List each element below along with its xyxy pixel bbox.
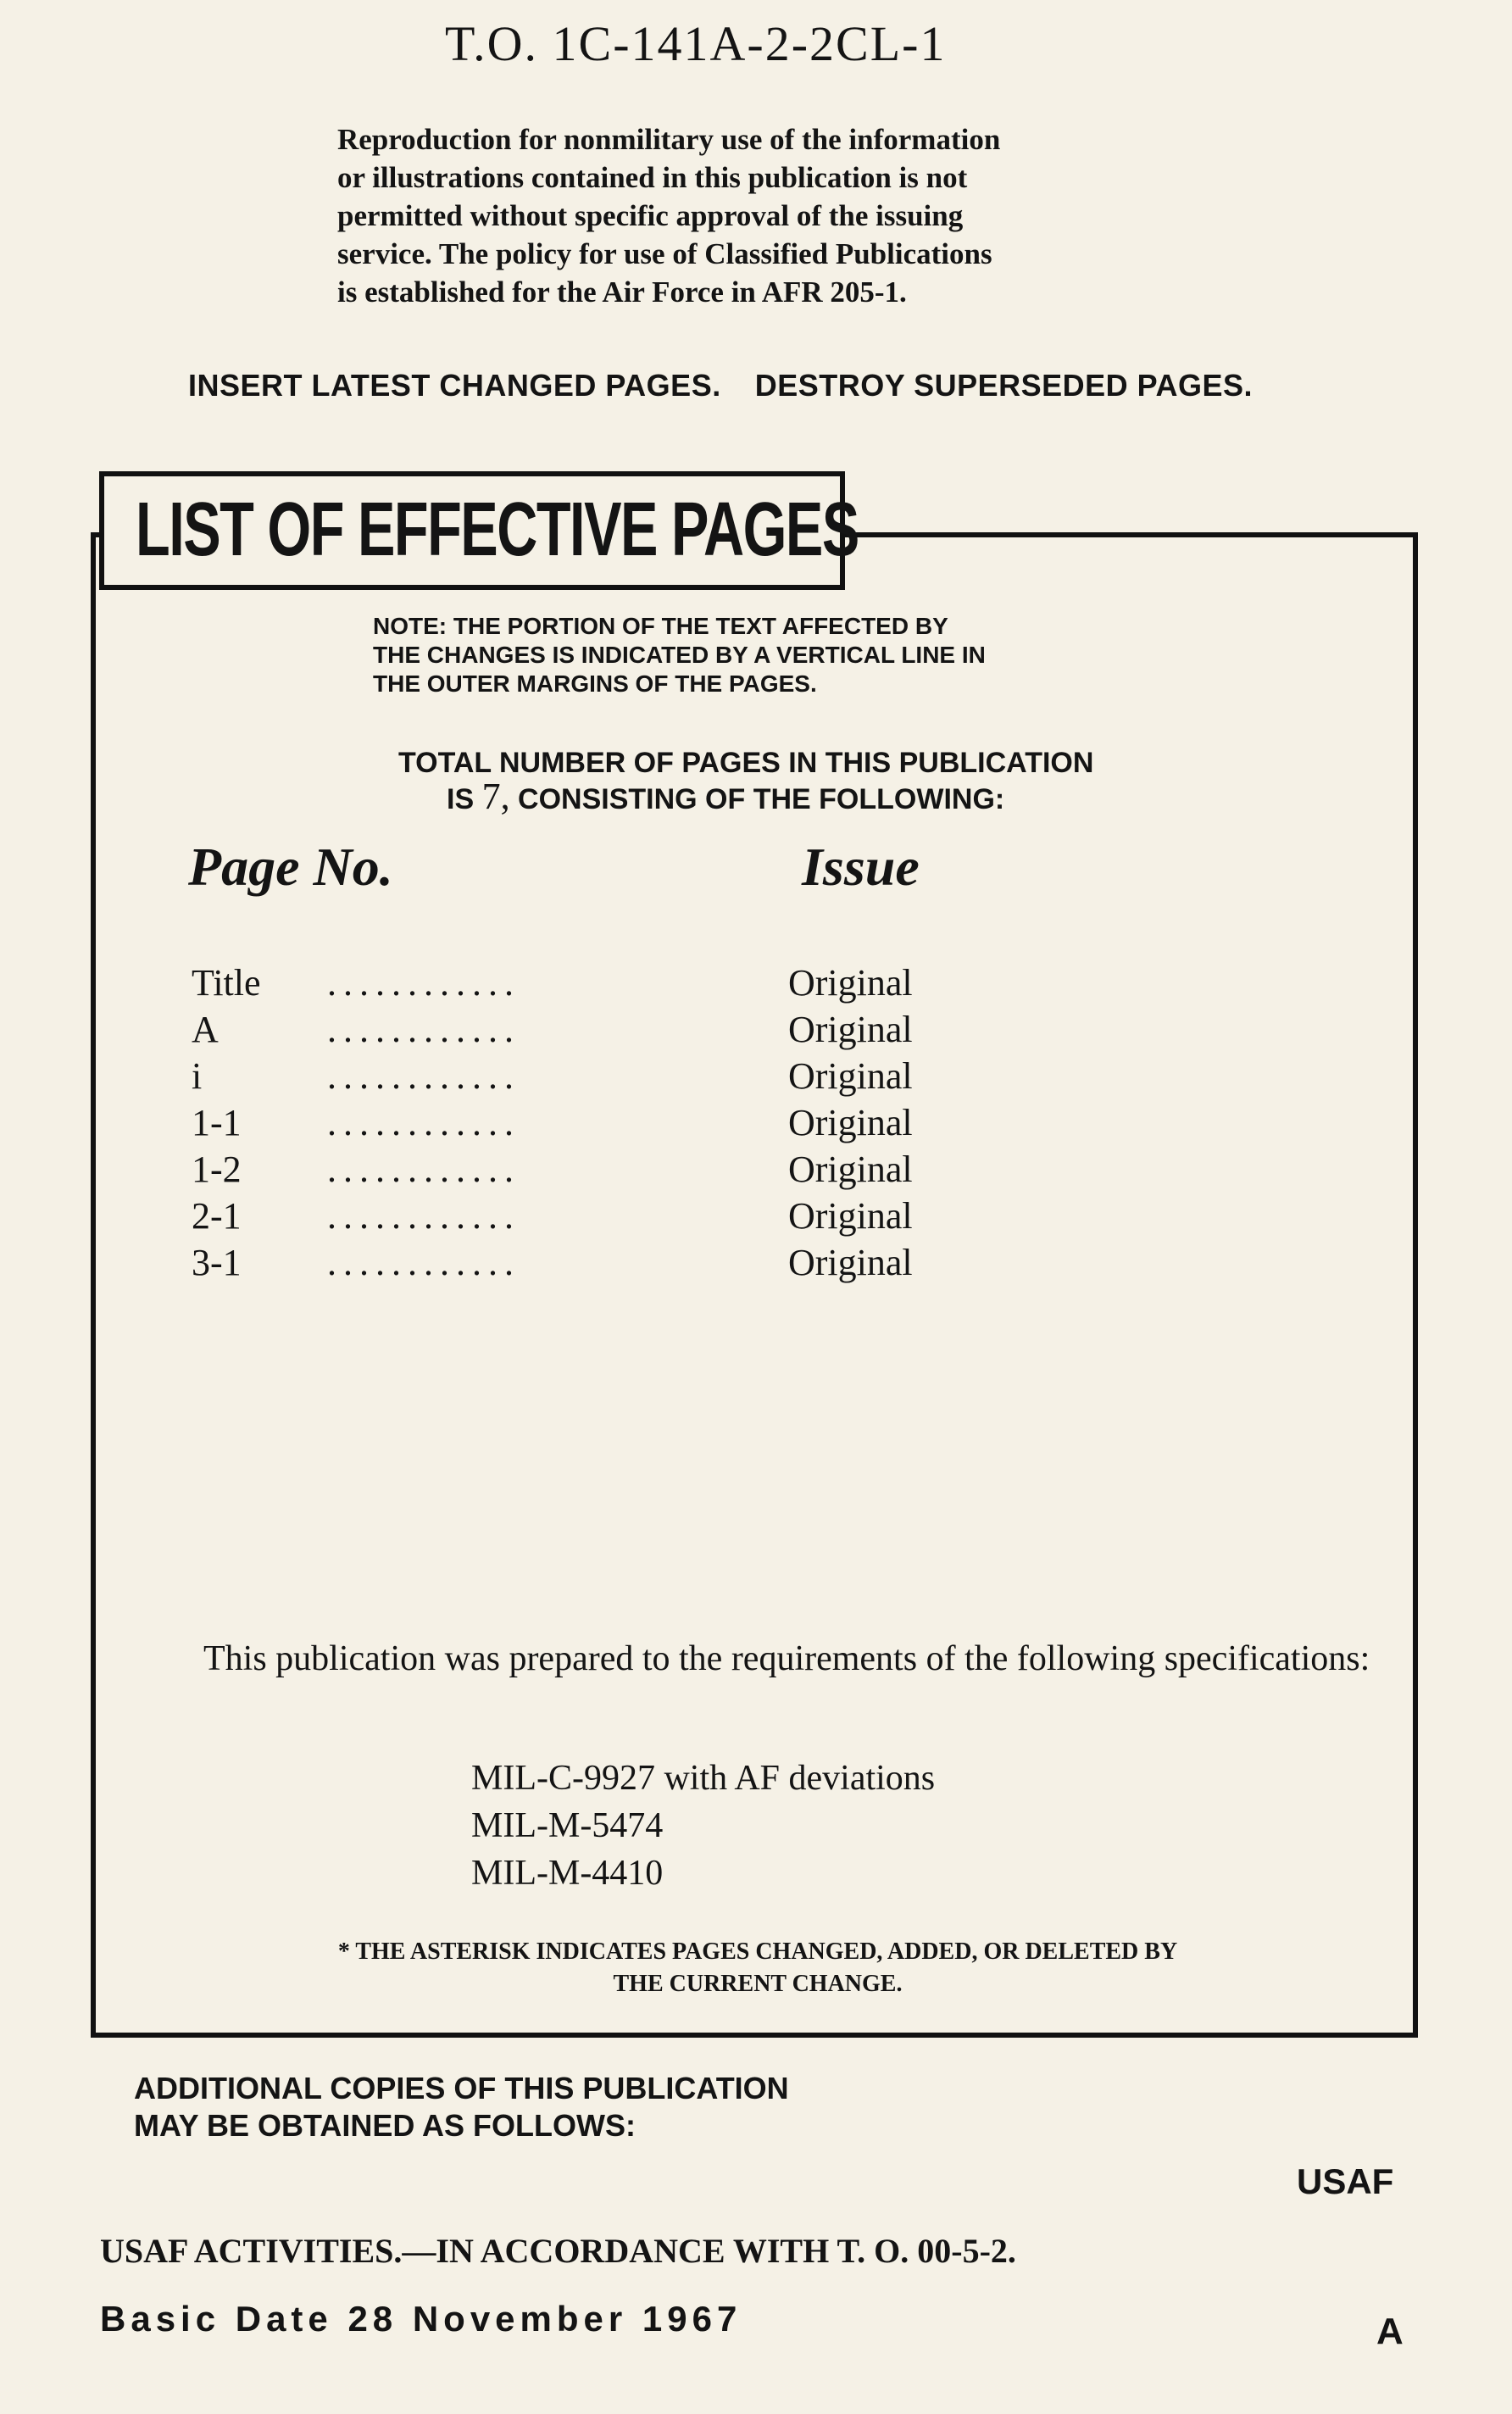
page-number: A xyxy=(192,1009,219,1050)
destroy-instruction: DESTROY SUPERSEDED PAGES. xyxy=(754,368,1254,403)
issue-status: Original xyxy=(788,1102,913,1143)
total-suffix: CONSISTING OF THE FOLLOWING: xyxy=(518,783,1005,815)
table-row xyxy=(192,1148,1039,1194)
effective-pages-title: LIST OF EFFECTIVE PAGES xyxy=(136,487,859,572)
table-row xyxy=(192,961,1039,1008)
issue-status: Original xyxy=(788,1195,913,1237)
change-note: NOTE: THE PORTION OF THE TEXT AFFECTED BY THE CHANGES IS INDICATED BY A VERTICAL LINE IN THE OUTER MARGINS OF THE PAGES. xyxy=(373,613,986,697)
leader-dots: ............ xyxy=(327,1242,520,1283)
leader-dots: ............ xyxy=(327,1102,520,1143)
issue-status: Original xyxy=(788,962,913,1004)
page-number: 2-1 xyxy=(192,1195,242,1237)
leader-dots: ............ xyxy=(327,962,520,1004)
table-row xyxy=(192,1101,1039,1148)
prepared-statement: This publication was prepared to the requirements of the following specifications: xyxy=(203,1639,1370,1678)
basic-date: Basic Date 28 November 1967 xyxy=(100,2299,742,2339)
total-pages-line-2 xyxy=(447,776,1093,817)
table-row xyxy=(192,1194,1039,1241)
leader-dots: ............ xyxy=(327,1149,520,1190)
column-header-issue: Issue xyxy=(802,837,920,897)
specification-item: MIL-M-4410 xyxy=(471,1854,664,1893)
technical-order-number: T.O. 1C-141A-2-2CL-1 xyxy=(445,16,947,71)
issue-status: Original xyxy=(788,1009,913,1050)
page-identifier: A xyxy=(1376,2311,1404,2352)
issue-status: Original xyxy=(788,1055,913,1097)
page-number: Title xyxy=(192,962,261,1004)
total-pages-statement xyxy=(398,746,1093,816)
specification-item: MIL-C-9927 with AF deviations xyxy=(471,1759,936,1798)
table-row xyxy=(192,1008,1039,1054)
column-header-page-no: Page No. xyxy=(188,837,393,897)
issue-status: Original xyxy=(788,1149,913,1190)
total-pages-line-1: TOTAL NUMBER OF PAGES IN THIS PUBLICATION xyxy=(398,747,1094,779)
usaf-activities-line: USAF ACTIVITIES.—IN ACCORDANCE WITH T. O. 00-5-2. xyxy=(100,2232,1016,2270)
total-prefix: IS xyxy=(447,783,475,815)
effective-pages-list xyxy=(192,961,1039,1288)
reproduction-notice: Reproduction for nonmilitary use of the information or illustrations contained in this publication is not permitted without specific approval of the issuing service. The policy for use of Classified Publications is established for the Air Force in AFR 205-1. xyxy=(337,123,1001,309)
page-number: 1-1 xyxy=(192,1102,242,1143)
asterisk-note: * THE ASTERISK INDICATES PAGES CHANGED, ADDED, OR DELETED BY THE CURRENT CHANGE. xyxy=(337,1938,1178,1997)
page-number: 3-1 xyxy=(192,1242,242,1283)
table-row xyxy=(192,1241,1039,1288)
issue-status: Original xyxy=(788,1242,913,1283)
page-number: 1-2 xyxy=(192,1149,242,1190)
total-page-count: 7, xyxy=(481,776,510,817)
insert-instruction: INSERT LATEST CHANGED PAGES. xyxy=(188,368,721,403)
leader-dots: ............ xyxy=(327,1195,520,1237)
leader-dots: ............ xyxy=(327,1009,520,1050)
additional-copies-heading: ADDITIONAL COPIES OF THIS PUBLICATION MAY BE OBTAINED AS FOLLOWS: xyxy=(134,2071,789,2143)
page-instructions xyxy=(188,368,1253,403)
table-row xyxy=(192,1054,1039,1101)
usaf-label: USAF xyxy=(1297,2161,1394,2201)
specifications-list xyxy=(471,1755,935,1897)
leader-dots: ............ xyxy=(327,1055,520,1097)
page-number: i xyxy=(192,1055,203,1097)
specification-item: MIL-M-5474 xyxy=(471,1806,664,1845)
